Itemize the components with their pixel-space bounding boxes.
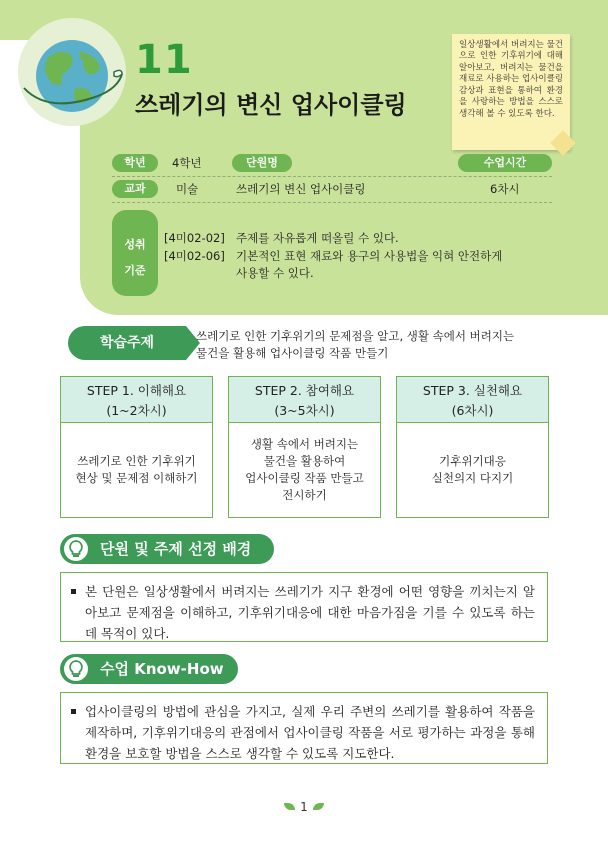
knowhow-box (60, 692, 548, 764)
class-hours-value: 6차시 (490, 182, 520, 196)
step-title: STEP 2. 참여해요 (254, 383, 355, 398)
step-body (61, 423, 212, 517)
standard-text-cont: 사용할 수 있다. (236, 266, 314, 280)
knowhow-text: 업사이클링의 방법에 관심을 가지고, 실제 우리 주변의 쓰레기를 활용하여 작품을 제작하며, 기후위기대응의 관점에서 업사이클링 작품을 서로 평가하는 과정을 통해 환경을 보호할 방법을 스스로 생각할 수 있도록 지도한다. (85, 704, 535, 761)
step-period: (6차시) (451, 403, 494, 418)
section-heading-background (60, 534, 274, 564)
standards-label-line: 기준 (124, 264, 146, 277)
learning-topic-text (196, 328, 556, 362)
step-body-line: 물건을 활용하여 (263, 454, 346, 468)
step-body-line: 생활 속에서 버려지는 (250, 437, 359, 451)
standard-code: [4미02-02] (164, 231, 225, 245)
step-body-line: 업사이클링 작품 만들고 (245, 471, 364, 485)
grade-value: 4학년 (172, 156, 202, 170)
bullet-icon (71, 589, 76, 594)
step-period: (1~2차시) (106, 403, 167, 418)
topic-line: 물건을 활용해 업사이클링 작품 만들기 (196, 346, 389, 360)
step-body-line: 실천의지 다지기 (431, 471, 514, 485)
step-card (60, 376, 213, 518)
lightbulb-icon (64, 657, 88, 681)
standards-label-line: 성취 (124, 238, 146, 251)
step-header (229, 377, 380, 423)
background-text: 본 단원은 일상생활에서 버려지는 쓰레기가 지구 환경에 어떤 영향을 끼치는지 알아보고 문제점을 이해하고, 기후위기대응에 대한 마음가짐을 기를 수 있도록 하는 데 목적이 있다. (85, 584, 535, 641)
earth-globe-icon (18, 18, 126, 126)
lightbulb-icon (64, 537, 88, 561)
subject-value: 미술 (176, 182, 199, 196)
standard-item (164, 248, 502, 282)
step-body (229, 423, 380, 517)
step-body-line: 전시하기 (282, 488, 327, 502)
bullet-icon (71, 709, 76, 714)
unit-name-value: 쓰레기의 변신 업사이클링 (236, 182, 366, 196)
step-card (228, 376, 381, 518)
subject-label: 교과 (112, 180, 158, 198)
divider (112, 176, 552, 177)
step-header (61, 377, 212, 423)
step-header (397, 377, 548, 423)
unit-name-label: 단원명 (232, 154, 292, 172)
topic-line: 쓰레기로 인한 기후위기의 문제점을 알고, 생활 속에서 버려지는 (196, 329, 515, 343)
sticky-note: 일상생활에서 버려지는 물건으로 인한 기후위기에 대해 알아보고, 버려지는 물건을 재료로 사용하는 업사이클링 감상과 표현을 통하여 환경을 사랑하는 방법을 스스로 생각해 볼 수 있도록 한다. (452, 34, 570, 150)
divider (112, 202, 552, 203)
grade-label: 학년 (112, 154, 158, 172)
step-period: (3~5차시) (274, 403, 335, 418)
step-body-line: 현상 및 문제점 이해하기 (75, 471, 198, 485)
class-hours-label: 수업시간 (458, 154, 552, 172)
step-title: STEP 3. 실천해요 (422, 383, 523, 398)
standard-code: [4미02-06] (164, 249, 225, 263)
standard-text: 주제를 자유롭게 떠올릴 수 있다. (236, 231, 399, 245)
section-heading-knowhow (60, 654, 238, 684)
standard-item (164, 230, 399, 247)
step-title: STEP 1. 이해해요 (86, 383, 187, 398)
section-heading-text: 단원 및 주제 선정 배경 (100, 540, 252, 558)
standard-text: 기본적인 표현 재료와 용구의 사용법을 익혀 안전하게 (236, 249, 503, 263)
unit-number: 11 (135, 37, 193, 83)
step-card (396, 376, 549, 518)
step-body-line: 기후위기대응 (439, 454, 506, 468)
learning-topic-label: 학습주제 (68, 326, 186, 360)
step-body (397, 423, 548, 517)
background-box (60, 572, 548, 642)
page-number: 1 (300, 800, 308, 814)
step-body-line: 쓰레기로 인한 기후위기 (77, 454, 196, 468)
unit-title: 쓰레기의 변신 업사이클링 (135, 91, 407, 119)
achievement-standards-label (112, 210, 158, 296)
section-heading-text: 수업 Know-How (100, 660, 224, 678)
